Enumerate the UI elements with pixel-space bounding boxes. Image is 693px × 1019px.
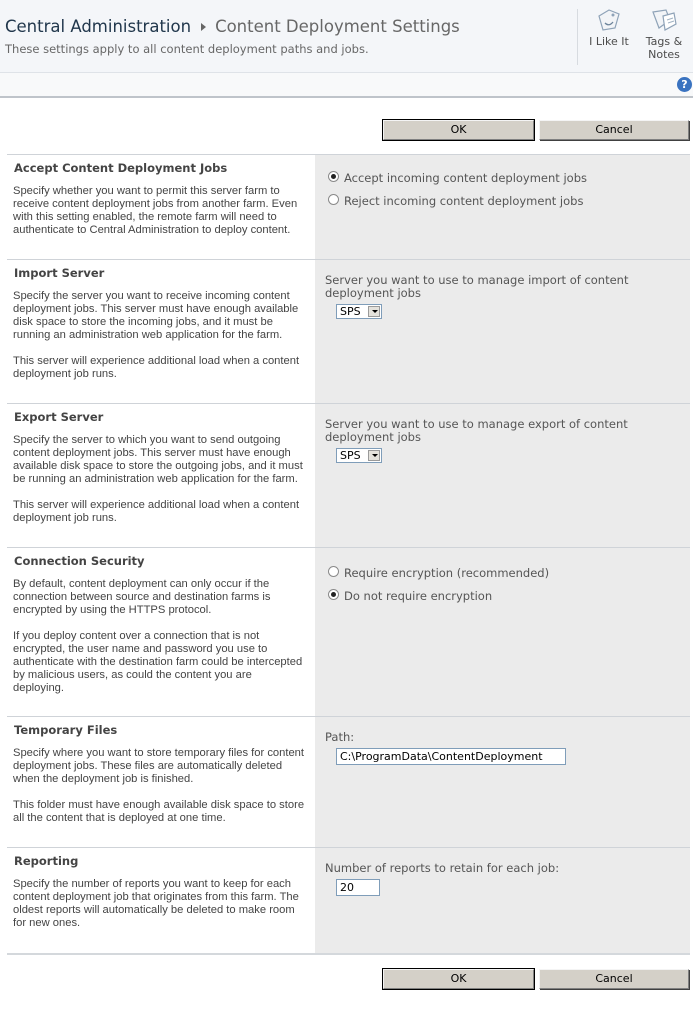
no-encryption-option[interactable] bbox=[328, 589, 492, 604]
description-paragraph: Specify the number of reports you want to keep for each content deployment job that originates from this farm. The oldest reports will automatically be deleted to make room for new ones. bbox=[13, 878, 299, 929]
radio-label: Do not require encryption bbox=[344, 589, 493, 603]
section-title: Import Server bbox=[14, 266, 105, 280]
description-paragraph: Specify the server you want to receive incoming content deployment jobs. This server must have enough available disk space to store the incoming jobs, and it must be running an administration web application for the farm. bbox=[13, 290, 299, 341]
dropdown-arrow-icon[interactable] bbox=[368, 450, 380, 461]
radio-label: Accept incoming content deployment jobs bbox=[344, 171, 587, 185]
reports-count-input[interactable]: 20 bbox=[336, 879, 380, 896]
tags-notes-button[interactable] bbox=[638, 8, 690, 61]
select-value: SPS bbox=[340, 449, 361, 462]
section-description bbox=[13, 878, 305, 943]
thumbs-up-tag-icon bbox=[595, 8, 623, 32]
section-title: Temporary Files bbox=[14, 723, 118, 737]
description-paragraph: Specify the server to which you want to send outgoing content deployment jobs. This server must have enough available disk space to store the outgoing jobs, and it must be running an administration web application for the farm. bbox=[13, 434, 303, 485]
accept-jobs-option[interactable] bbox=[328, 171, 587, 186]
description-paragraph: Specify whether you want to permit this server farm to receive content deployment jobs from another farm. Even with this setting enabled, the remote farm will need to authenticate to Central Administration to deploy content. bbox=[13, 185, 298, 236]
section-accept-content-deployment bbox=[7, 154, 690, 260]
section-title: Export Server bbox=[14, 410, 104, 424]
form-bottom-divider bbox=[7, 953, 690, 955]
radio-require-encryption[interactable] bbox=[328, 566, 339, 577]
section-connection-security bbox=[7, 547, 690, 717]
page-header bbox=[0, 0, 693, 73]
section-description bbox=[13, 747, 305, 838]
dropdown-arrow-icon[interactable] bbox=[368, 306, 380, 317]
description-paragraph: By default, content deployment can only occur if the connection between source and destination farms is encrypted by using the HTTPS protocol. bbox=[13, 578, 271, 616]
temporary-path-input[interactable]: C:\ProgramData\ContentDeployment bbox=[336, 748, 566, 765]
description-paragraph: This server will experience additional load when a content deployment job runs. bbox=[13, 355, 300, 380]
section-description bbox=[13, 434, 305, 538]
description-paragraph: This folder must have enough available disk space to store all the content that is deployed at one time. bbox=[13, 799, 305, 824]
description-paragraph: If you deploy content over a connection that is not encrypted, the user name and password you use to authenticate with the destination farm could be intercepted by malicious users, as could the content you are deploying. bbox=[13, 630, 303, 694]
ok-button-top[interactable]: OK bbox=[383, 120, 534, 140]
reports-label: Number of reports to retain for each job: bbox=[325, 861, 560, 875]
header-divider bbox=[577, 9, 578, 65]
cancel-button-bottom[interactable]: Cancel bbox=[539, 969, 689, 989]
tags-notes-label-line1: Tags & bbox=[645, 35, 683, 48]
select-value: SPS bbox=[340, 305, 361, 318]
section-control-area bbox=[315, 548, 690, 717]
section-title: Reporting bbox=[14, 854, 79, 868]
section-temporary-files bbox=[7, 716, 690, 848]
section-description bbox=[13, 185, 305, 250]
import-server-select[interactable] bbox=[336, 304, 382, 319]
require-encryption-option[interactable] bbox=[328, 566, 549, 581]
section-title: Accept Content Deployment Jobs bbox=[14, 161, 228, 175]
breadcrumb-central-administration[interactable]: Central Administration bbox=[5, 17, 192, 36]
page-description: These settings apply to all content deployment paths and jobs. bbox=[5, 42, 369, 56]
section-title: Connection Security bbox=[14, 554, 145, 568]
cancel-button-top[interactable]: Cancel bbox=[539, 120, 689, 140]
export-server-select[interactable] bbox=[336, 448, 382, 463]
reject-jobs-option[interactable] bbox=[328, 194, 583, 209]
description-paragraph: This server will experience additional load when a content deployment job runs. bbox=[13, 499, 300, 524]
tags-notes-icon bbox=[650, 8, 678, 32]
help-icon[interactable]: ? bbox=[677, 77, 692, 92]
breadcrumb-arrow-icon bbox=[201, 23, 206, 31]
section-control-area bbox=[315, 404, 690, 548]
radio-accept-jobs[interactable] bbox=[328, 171, 339, 182]
i-like-it-button[interactable] bbox=[583, 8, 635, 48]
page-title: Content Deployment Settings bbox=[215, 17, 460, 36]
accept-options bbox=[315, 155, 690, 260]
description-paragraph: Specify where you want to store temporary files for content deployment jobs. These files are automatically deleted when the deployment job is finished. bbox=[13, 747, 305, 785]
radio-reject-jobs[interactable] bbox=[328, 194, 339, 205]
export-server-label: Server you want to use to manage export of content deployment jobs bbox=[325, 417, 628, 444]
path-label: Path: bbox=[325, 730, 355, 744]
section-control-area bbox=[315, 717, 690, 848]
section-export-server bbox=[7, 403, 690, 548]
radio-label: Reject incoming content deployment jobs bbox=[344, 194, 584, 208]
radio-label: Require encryption (recommended) bbox=[344, 566, 550, 580]
section-description bbox=[13, 290, 305, 394]
tags-notes-label-line2: Notes bbox=[648, 48, 680, 61]
breadcrumb bbox=[5, 17, 460, 36]
section-reporting bbox=[7, 847, 690, 954]
ok-button-bottom[interactable]: OK bbox=[383, 969, 534, 989]
section-control-area bbox=[315, 260, 690, 404]
ribbon-strip bbox=[0, 73, 693, 98]
section-import-server bbox=[7, 259, 690, 404]
i-like-it-label: I Like It bbox=[589, 35, 629, 48]
radio-no-encryption[interactable] bbox=[328, 589, 339, 600]
section-control-area bbox=[315, 848, 690, 954]
import-server-label: Server you want to use to manage import of content deployment jobs bbox=[325, 273, 629, 300]
section-description bbox=[13, 578, 305, 708]
